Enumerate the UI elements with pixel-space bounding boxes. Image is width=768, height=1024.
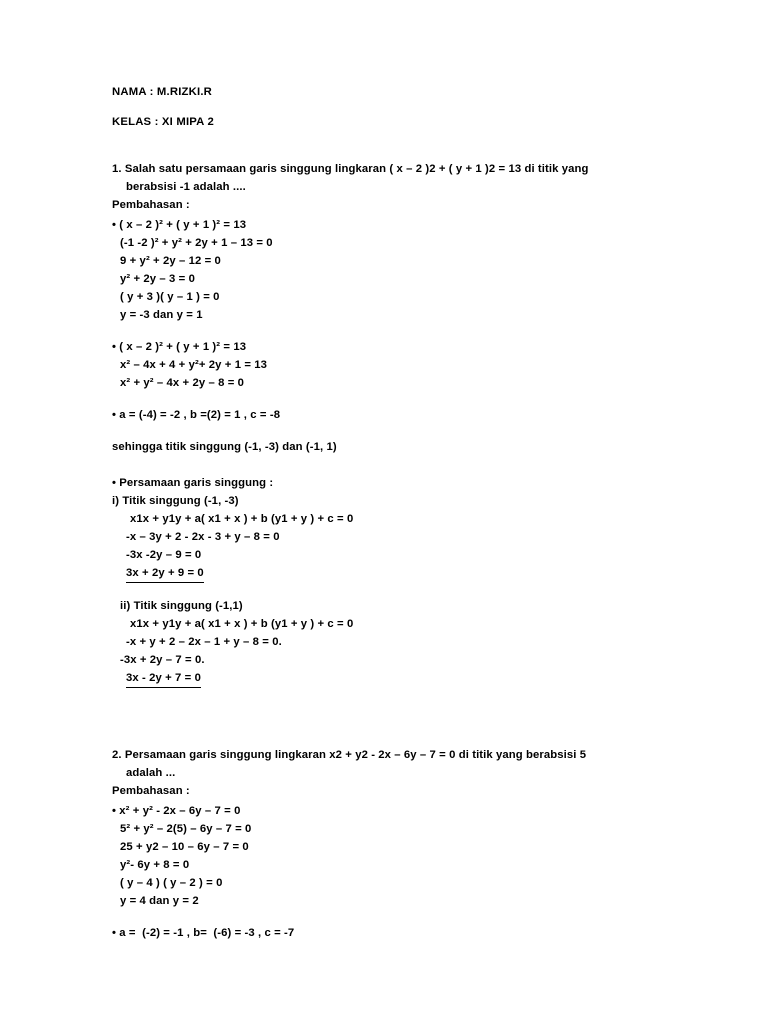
question-1-stem-continuation: berabsisi -1 adalah .... (126, 181, 246, 193)
equation-line: • x² + y² - 2x – 6y – 7 = 0 (112, 805, 241, 817)
question-1-part-ii (112, 597, 648, 688)
final-answer: 3x + 2y + 9 = 0 (126, 565, 204, 583)
equation-line: -x + y + 2 – 2x – 1 + y – 8 = 0. (126, 636, 282, 648)
equation-line: x² – 4x + 4 + y²+ 2y + 1 = 13 (120, 359, 268, 371)
equation-line: • ( x – 2 )² + ( y + 1 )² = 13 (112, 219, 247, 231)
equation-line: 5² + y² – 2(5) – 6y – 7 = 0 (120, 823, 252, 835)
question-1-part-i (112, 492, 648, 583)
question-1-tangent-points-note: sehingga titik singgung (-1, -3) dan (-1, 1) (112, 441, 337, 453)
equation-line: • ( x – 2 )² + ( y + 1 )² = 13 (112, 341, 247, 353)
part-i-result-wrapper (112, 564, 648, 583)
equation-line: x1x + y1y + a( x1 + x ) + b (y1 + y ) + c = 0 (130, 618, 354, 630)
question-1-stem: 1. Salah satu persamaan garis singgung lingkaran ( x – 2 )2 + ( y + 1 )2 = 13 di titik yang (112, 163, 589, 175)
spacer (112, 456, 648, 474)
equation-line: y = 4 dan y = 2 (120, 895, 199, 907)
document-body (112, 84, 648, 942)
equation-line: y²- 6y + 8 = 0 (120, 859, 190, 871)
final-answer: 3x - 2y + 7 = 0 (126, 670, 201, 688)
equation-line: (-1 -2 )² + y² + 2y + 1 – 13 = 0 (120, 237, 273, 249)
equation-line: x² + y² – 4x + 2y – 8 = 0 (120, 377, 245, 389)
equation-line: y = -3 dan y = 1 (120, 309, 203, 321)
coefficients-line: • a = (-4) = -2 , b =(2) = 1 , c = -8 (112, 409, 281, 421)
equation-line: -x – 3y + 2 - 2x - 3 + y – 8 = 0 (126, 531, 280, 543)
equation-line: y² + 2y – 3 = 0 (120, 273, 195, 285)
question-gap-spacer (112, 702, 648, 746)
equation-line: ( y – 4 ) ( y – 2 ) = 0 (120, 877, 223, 889)
question-2 (112, 746, 648, 942)
student-class-line: KELAS : XI MIPA 2 (112, 116, 214, 128)
question-2-solution-group-1 (112, 802, 648, 910)
equation-line: -3x + 2y – 7 = 0. (120, 654, 205, 666)
question-2-pembahasan-heading: Pembahasan : (112, 785, 190, 797)
coefficients-line: • a = (-2) = -1 , b= (-6) = -3 , c = -7 (112, 927, 295, 939)
question-2-stem: 2. Persamaan garis singgung lingkaran x2 + y2 - 2x – 6y – 7 = 0 di titik yang berabsisi 5 (112, 749, 587, 761)
equation-line: x1x + y1y + a( x1 + x ) + b (y1 + y ) + c = 0 (130, 513, 354, 525)
student-name-line: NAMA : M.RIZKI.R (112, 86, 213, 98)
question-1-solution-group-2 (112, 338, 648, 392)
question-1-coefficients-group (112, 406, 648, 424)
question-1-pembahasan-heading: Pembahasan : (112, 199, 190, 211)
equation-line: ( y + 3 )( y – 1 ) = 0 (120, 291, 220, 303)
part-label: i) Titik singgung (-1, -3) (112, 495, 239, 507)
student-header (112, 84, 648, 130)
question-1 (112, 160, 648, 688)
part-label: ii) Titik singgung (-1,1) (120, 600, 243, 612)
question-1-solution-group-1 (112, 216, 648, 324)
equation-line: -3x -2y – 9 = 0 (126, 549, 202, 561)
equation-line: 9 + y² + 2y – 12 = 0 (120, 255, 221, 267)
question-1-tangent-heading: • Persamaan garis singgung : (112, 477, 274, 489)
part-ii-result-wrapper (112, 669, 648, 688)
equation-line: 25 + y2 – 10 – 6y – 7 = 0 (120, 841, 249, 853)
question-2-stem-continuation: adalah ... (126, 767, 176, 779)
question-2-coefficients-group (112, 924, 648, 942)
